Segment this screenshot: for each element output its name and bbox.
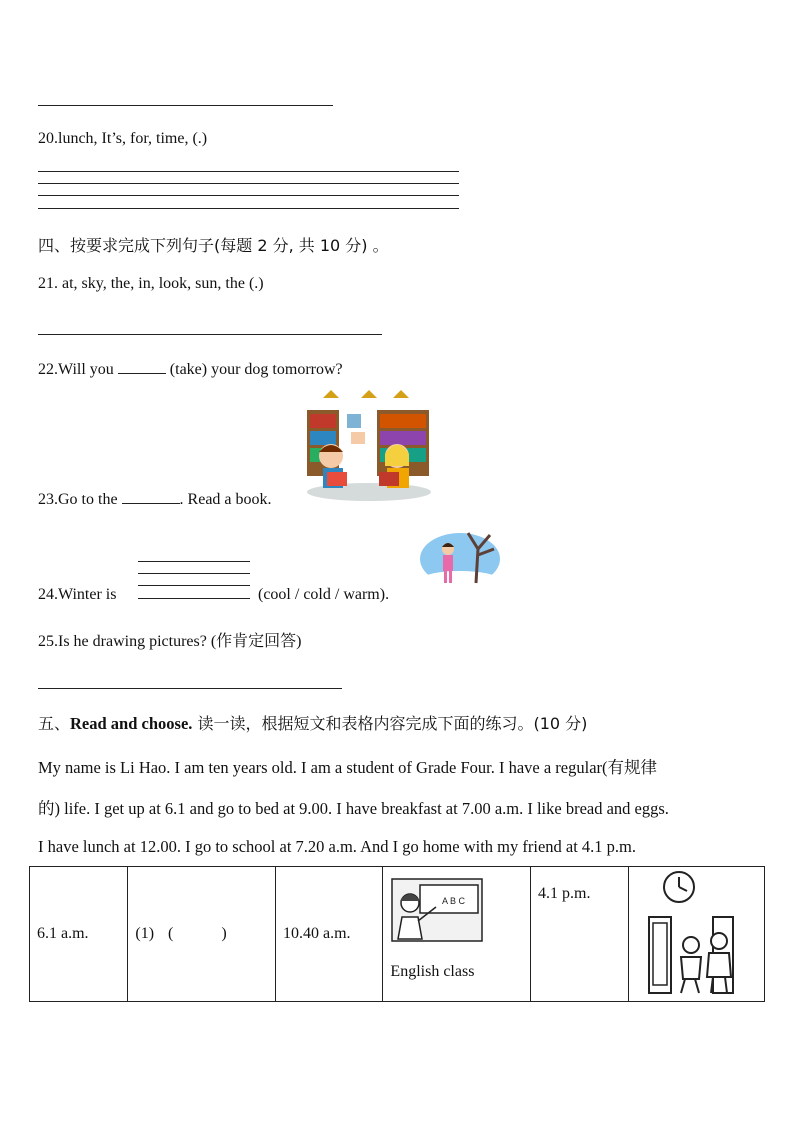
q23-before: 23.Go to the xyxy=(38,491,118,508)
q22-sentence xyxy=(38,359,343,379)
q21-answer-line[interactable] xyxy=(38,334,382,335)
q23-sentence xyxy=(38,489,272,509)
q25-prompt: 25.Is he drawing pictures? (作肯定回答) xyxy=(38,633,302,650)
table-cell-time-2 xyxy=(275,867,382,1002)
q20-prompt: 20.lunch, It’s, for, time, (.) xyxy=(38,130,208,147)
answer-number-1: (1) xyxy=(135,925,155,942)
q20-answer-line-2[interactable] xyxy=(38,183,459,184)
table-cell-english-class xyxy=(383,867,531,1002)
time-1: 6.1 a.m. xyxy=(37,925,89,942)
q24-after: (cool / cold / warm). xyxy=(258,586,390,603)
reading-paragraph-line-1: My name is Li Hao. I am ten years old. I am a student of Grade Four. I have a regular(有规律 xyxy=(38,758,658,777)
table-cell-go-home xyxy=(629,867,765,1002)
q23-after: . Read a book. xyxy=(179,491,272,508)
q22-before: 22.Will you xyxy=(38,361,114,378)
schedule-table xyxy=(29,866,765,1002)
answer-blank-1[interactable]: ( ) xyxy=(168,925,227,942)
q25-answer-line[interactable] xyxy=(38,688,342,689)
section5-heading-bold: Read and choose. xyxy=(70,714,193,733)
section5-heading xyxy=(38,711,587,734)
q24-before: 24.Winter is xyxy=(38,586,117,603)
library-picture xyxy=(305,388,435,504)
q24-option-line-2[interactable] xyxy=(138,573,250,574)
english-class-label: English class xyxy=(390,963,475,980)
section4-heading: 四、按要求完成下列句子(每题 2 分, 共 10 分) 。 xyxy=(38,236,389,255)
section5-heading-prefix: 五、 xyxy=(38,714,71,733)
winter-girl-picture xyxy=(418,525,502,591)
q20-answer-line-3[interactable] xyxy=(38,195,459,196)
table-row xyxy=(30,867,765,1002)
q21-prompt: 21. at, sky, the, in, look, sun, the (.) xyxy=(38,275,264,292)
q24-option-line-3[interactable] xyxy=(138,585,250,586)
q20-answer-line-1[interactable] xyxy=(38,171,459,172)
q23-blank[interactable] xyxy=(122,489,180,504)
q24-option-line-4[interactable] xyxy=(138,598,250,599)
table-cell-time-3 xyxy=(531,867,629,1002)
q19-answer-line[interactable] xyxy=(38,105,333,106)
blackboard-letters: A B C xyxy=(442,896,466,906)
reading-paragraph-line-2: 的) life. I get up at 6.1 and go to bed at 9.00. I have breakfast at 7.00 a.m. I like bread and eggs. xyxy=(38,799,669,818)
teacher-blackboard-icon xyxy=(390,877,484,949)
q24-option-line-1[interactable] xyxy=(138,561,250,562)
q20-answer-line-4[interactable] xyxy=(38,208,459,209)
section5-heading-rest: 读一读，根据短文和表格内容完成下面的练习。(10 分) xyxy=(192,714,588,733)
table-cell-answer-1[interactable] xyxy=(128,867,276,1002)
clock-children-going-home-icon xyxy=(635,871,743,997)
time-3: 4.1 p.m. xyxy=(538,885,591,902)
q22-blank[interactable] xyxy=(118,359,166,374)
table-cell-time-1 xyxy=(30,867,128,1002)
reading-paragraph-line-3: I have lunch at 12.00. I go to school at 7.20 a.m. And I go home with my friend at 4.1 p.m. xyxy=(38,837,637,856)
time-2: 10.40 a.m. xyxy=(282,925,351,942)
q22-after: (take) your dog tomorrow? xyxy=(169,361,343,378)
